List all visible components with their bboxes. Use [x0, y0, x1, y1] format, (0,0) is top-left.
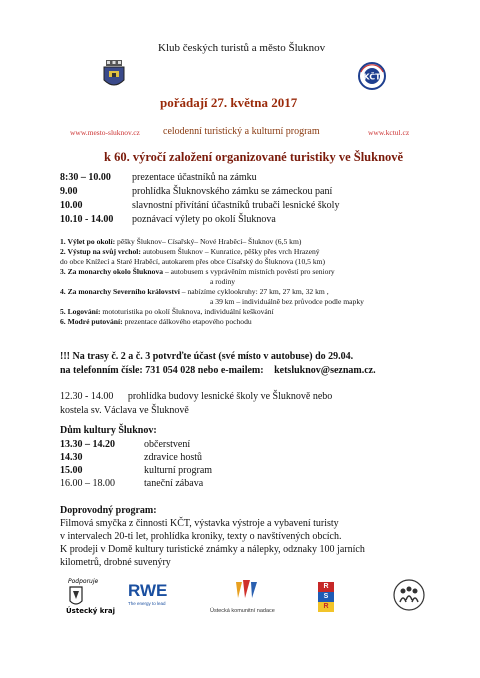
culture-time: 15.00 — [60, 465, 83, 476]
trip-list — [60, 237, 440, 327]
trip-item — [60, 287, 440, 297]
svg-text:KČT: KČT — [363, 72, 381, 82]
afternoon-program — [60, 390, 332, 403]
registration-contact — [60, 364, 376, 377]
anniversary-heading: k 60. výročí založení organizované turistiky ve Šluknově — [104, 150, 404, 164]
afternoon-text: prohlídka budovy lesnické školy ve Šluknově nebo — [127, 391, 333, 402]
culture-house-heading: Dům kultury Šluknov: — [60, 425, 157, 436]
family-sponsor-logo — [392, 578, 426, 612]
side-program-line: K prodeji v Domě kultury turistické známky a nálepky, odznaky 100 jarních — [60, 544, 365, 555]
schedule-desc: prezentace účastníků na zámku — [132, 172, 257, 183]
afternoon-time: 12.30 - 14.00 — [60, 391, 114, 402]
morning-schedule — [60, 172, 400, 228]
culture-desc: zdravice hostů — [144, 452, 203, 463]
side-program-line: kilometrů, drobné suvenýry — [60, 557, 171, 568]
side-program-heading: Doprovodný program: — [60, 505, 157, 516]
sluknov-website-link[interactable]: www.mesto-sluknov.cz — [70, 128, 140, 137]
schedule-desc: slavnostní přivítání účastníků trubači lesnické školy — [132, 200, 340, 211]
kct-website-link[interactable]: www.kctul.cz — [368, 128, 410, 137]
culture-desc: občerstvení — [144, 439, 191, 450]
event-date: pořádají 27. května 2017 — [160, 95, 298, 110]
rwe-tagline: The energy to lead — [128, 601, 166, 606]
culture-schedule — [60, 438, 260, 490]
trip-text: autobusem Šluknov – Kunratice, pěšky přes vrch Hrazený — [142, 247, 320, 256]
afternoon-text-continuation: kostela sv. Václava ve Šluknově — [60, 405, 189, 416]
kraj-bottom-text: Ústecký kraj — [66, 607, 115, 615]
registration-notice: !!! Na trasy č. 2 a č. 3 potvrďte účast (své místo v autobuse) do 29.04. — [60, 351, 354, 362]
kraj-top-text: Podporuje — [68, 578, 99, 585]
kct-club-logo — [358, 62, 386, 90]
ustecky-kraj-logo — [64, 575, 115, 615]
komunitni-nadace-logo — [210, 578, 295, 614]
rsr-logo — [318, 582, 338, 616]
trip-item — [60, 307, 440, 317]
contact-email[interactable]: ketsluknov@seznam.cz. — [274, 365, 376, 376]
culture-time: 16.00 – 18.00 — [60, 478, 115, 489]
trip-label: 4. Za monarchy Severního království — [60, 287, 180, 296]
rwe-text: RWE — [128, 581, 168, 600]
trip-text-continuation: a 39 km – individuálně bez průvodce podle mapky — [210, 297, 364, 306]
trip-label: 5. Logování: — [60, 307, 101, 316]
trip-label: 2. Výstup na svůj vrchol: — [60, 247, 141, 256]
trip-text: – nabízíme cyklookruhy: 27 km, 27 km, 32 km , — [181, 287, 329, 296]
rwe-logo — [128, 582, 178, 610]
culture-time: 13.30 – 14.20 — [60, 439, 115, 450]
culture-desc: kulturní program — [144, 465, 213, 476]
culture-desc: taneční zábava — [144, 478, 204, 489]
trip-label: 1. Výlet po okolí: — [60, 237, 116, 246]
rsr-letter: S — [318, 592, 334, 602]
phone-line: na telefonním čísle: 731 054 028 nebo e-mailem: — [60, 365, 264, 376]
side-program-text — [60, 517, 450, 569]
schedule-time: 9.00 — [60, 186, 78, 197]
trip-item — [60, 237, 440, 247]
trip-text: mototuristika po okolí Šluknova, individuální keškování — [102, 307, 274, 316]
schedule-time: 8:30 – 10.00 — [60, 172, 111, 183]
rsr-letter: R — [318, 582, 334, 592]
trip-text: prezentace dálkového etapového pochodu — [124, 317, 252, 326]
culture-time: 14.30 — [60, 452, 83, 463]
side-program-line: Filmová smyčka z činnosti KČT, výstavka výstroje a vybavení turisty — [60, 518, 339, 529]
program-subtitle: celodenní turistický a kulturní program — [163, 126, 320, 137]
trip-text-continuation: do obce Knížecí a Staré Hraběcí, autokarem přes obce Císařský do Šluknova (10,5 km) — [60, 257, 326, 266]
sluknov-coat-of-arms-logo — [102, 60, 126, 90]
side-program-line: v intervalech 20-ti let, prohlídka kroniky, texty o navštívených obcích. — [60, 531, 342, 542]
rsr-letter: R — [318, 602, 334, 612]
trip-text: pěšky Šluknov– Císařský– Nové Hraběcí– Šluknov (6,5 km) — [117, 237, 302, 246]
schedule-desc: poznávací výlety po okolí Šluknova — [132, 214, 276, 225]
trip-item — [60, 317, 440, 327]
nadace-text: Ústecká komunitní nadace — [210, 608, 275, 614]
schedule-time: 10.00 — [60, 200, 83, 211]
schedule-time: 10.10 - 14.00 — [60, 214, 114, 225]
trip-label: 3. Za monarchy okolo Šluknova — [60, 267, 164, 276]
trip-item — [60, 247, 440, 257]
trip-item — [60, 267, 440, 277]
trip-text: – autobusem s vyprávěním místních pověstí pro seniory — [164, 267, 335, 276]
schedule-desc: prohlídka Šluknovského zámku se zámeckou paní — [132, 186, 333, 197]
trip-label: 6. Modré putování: — [60, 317, 123, 326]
club-heading: Klub českých turistů a město Šluknov — [158, 42, 326, 54]
trip-text-continuation: a rodiny — [210, 277, 236, 286]
